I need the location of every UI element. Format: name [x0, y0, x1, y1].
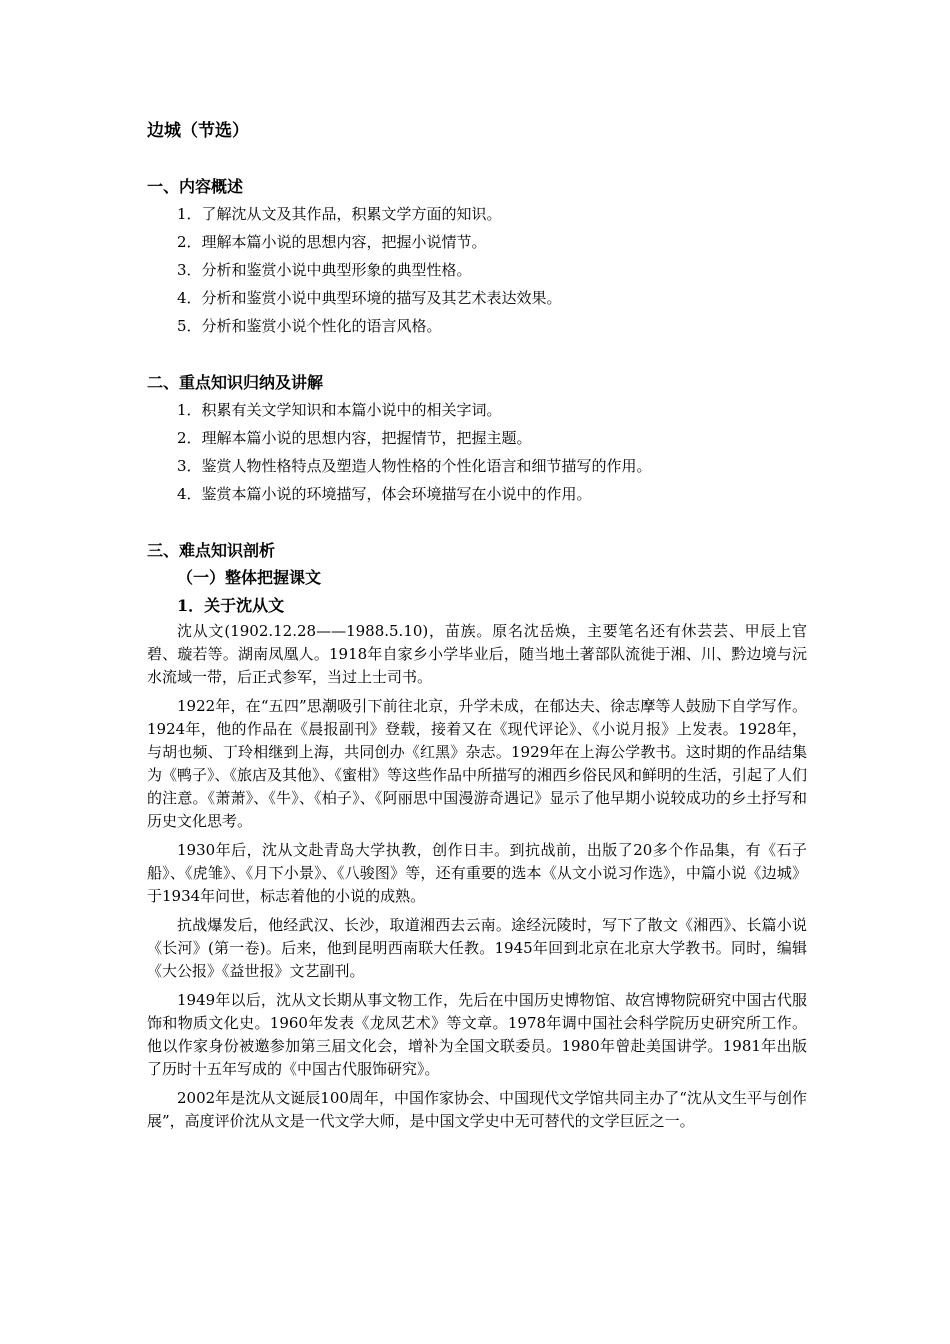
- spacer: [147, 340, 807, 370]
- document-title: 边城（节选）: [147, 121, 249, 141]
- body-paragraph: 沈从文(1902.12.28——1988.5.10)，苗族。原名沈岳焕，主要笔名还有休芸芸、甲辰上官碧、璇若等。湖南凤凰人。1918年自家乡小学毕业后，随当地土著部队流徙于湘、川、黔边境与沅水流域一带，后正式参军，当过上士司书。: [147, 622, 807, 686]
- list-item: 4．分析和鉴赏小说中典型环境的描写及其艺术表达效果。: [177, 289, 562, 307]
- body-paragraph: 2002年是沈从文诞辰100周年，中国作家协会、中国现代文学馆共同主办了“沈从文生平与创作展”，高度评价沈从文是一代文学大师，是中国文学史中无可替代的文学巨匠之一。: [147, 1089, 807, 1130]
- key-points-list: [147, 396, 807, 508]
- body-paragraph: 抗战爆发后，他经武汉、长沙，取道湘西去云南。途经沅陵时，写下了散文《湘西》、长篇小说《长河》(第一卷)。后来，他到昆明西南联大任教。1945年回到北京在北京大学教书。同时，编辑《大公报》《益世报》文艺副刊。: [147, 916, 807, 980]
- list-item: 2．理解本篇小说的思想内容，把握情节，把握主题。: [177, 429, 532, 447]
- list-item: 1．积累有关文学知识和本篇小说中的相关字词。: [177, 401, 502, 419]
- sub-heading-about-author: 1．关于沈从文: [177, 596, 285, 615]
- list-item: 1．了解沈从文及其作品，积累文学方面的知识。: [177, 205, 502, 223]
- section-heading-content-overview: 一、内容概述: [147, 177, 244, 196]
- document-page: [147, 118, 807, 1139]
- list-item: 3．鉴赏人物性格特点及塑造人物性格的个性化语言和细节描写的作用。: [177, 457, 652, 475]
- body-paragraph: 1930年后，沈从文赴青岛大学执教，创作日丰。到抗战前，出版了20多个作品集，有《石子船》、《虎雏》、《月下小景》、《八骏图》等，还有重要的选本《从文小说习作选》，中篇小说《边城》于1934年问世，标志着他的小说的成熟。: [147, 841, 807, 905]
- spacer: [147, 508, 807, 538]
- body-paragraph: 1922年，在“五四”思潮吸引下前往北京，升学未成，在郁达夫、徐志摩等人鼓励下自学写作。1924年，他的作品在《晨报副刊》登载，接着又在《现代评论》、《小说月报》上发表。1928年，与胡也频、丁玲相继到上海，共同创办《红黑》杂志。1929年在上海公学教书。这时期的作品结集为《鸭子》、《旅店及其他》、《蜜柑》等这些作品中所描写的湘西乡俗民风和鲜明的生活，引起了人们的注意。《萧萧》、《牛》、《柏子》、《阿丽思中国漫游奇遇记》显示了他早期小说较成功的乡土抒写和历史文化思考。: [147, 697, 808, 830]
- list-item: 4．鉴赏本篇小说的环境描写，体会环境描写在小说中的作用。: [177, 485, 592, 503]
- section-heading-key-points: 二、重点知识归纳及讲解: [147, 373, 324, 392]
- content-overview-list: [147, 200, 807, 340]
- sub-heading-overall-grasp: （一）整体把握课文: [177, 568, 322, 587]
- list-item: 2．理解本篇小说的思想内容，把握小说情节。: [177, 233, 487, 251]
- section-heading-difficult-points: 三、难点知识剖析: [147, 541, 276, 560]
- body-paragraph: 1949年以后，沈从文长期从事文物工作，先后在中国历史博物馆、故宫博物院研究中国古代服饰和物质文化史。1960年发表《龙凤艺术》等文章。1978年调中国社会科学院历史研究所工作。他以作家身份被邀参加第三届文化会，增补为全国文联委员。1980年曾赴美国讲学。1981年出版了历时十五年写成的《中国古代服饰研究》。: [147, 991, 807, 1078]
- list-item: 5．分析和鉴赏小说个性化的语言风格。: [177, 317, 442, 335]
- list-item: 3．分析和鉴赏小说中典型形象的典型性格。: [177, 261, 472, 279]
